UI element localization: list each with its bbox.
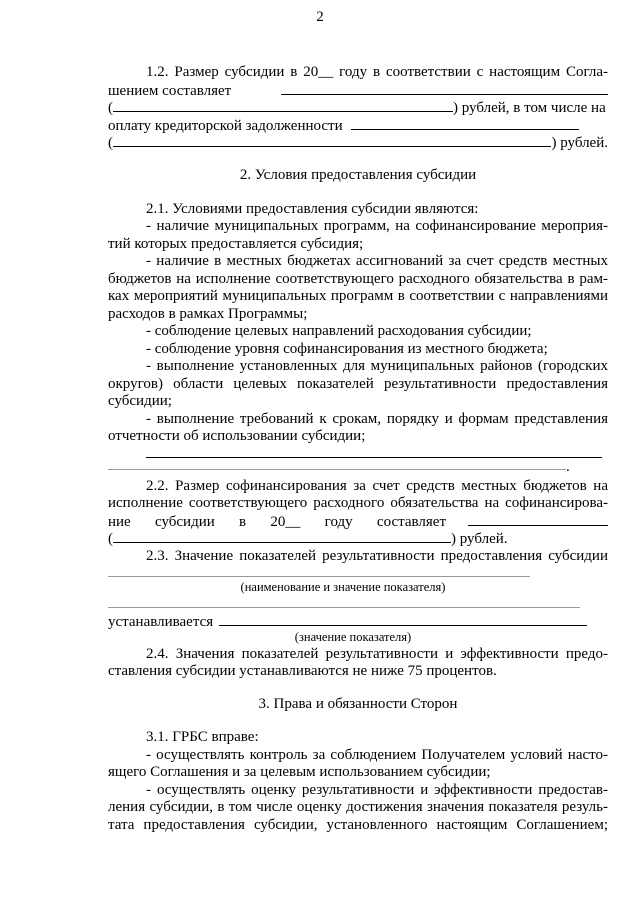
clause-1-2-text: оплату кредиторской задолженности xyxy=(108,118,343,134)
clause-2-1-line: отчетности об использовании субсидии; xyxy=(108,428,366,444)
clause-1-2-text: ) рублей. xyxy=(551,135,608,151)
clause-2-2-line: 2.2. Размер софинансирования за счет средств местных бюджетов на xyxy=(146,478,608,494)
clause-3-1-line: - осуществлять оценку результативности и эффективности предостав- xyxy=(146,782,608,798)
section-2-title: 2. Условия предоставления субсидии xyxy=(239,167,477,183)
clause-3-1-line: - осуществлять контроль за соблюдением Получателем условий насто- xyxy=(146,747,608,763)
indicator-name-blank[interactable] xyxy=(108,576,530,577)
clause-2-2-line xyxy=(108,529,608,549)
clause-2-1-line: расходов в рамках Программы; xyxy=(108,306,308,322)
clause-2-4-line: 2.4. Значения показателей результативности и эффективности предо- xyxy=(146,646,608,662)
indicator-value-caption: (значение показателя) xyxy=(294,630,412,644)
clause-2-1-line: - соблюдение целевых направлений расходования субсидии; xyxy=(146,323,532,339)
indicator-value-blank[interactable] xyxy=(219,612,587,626)
clause-2-1-line: 2.1. Условиями предоставления субсидии являются: xyxy=(146,201,479,217)
clause-2-1-line: - наличие в местных бюджетах ассигнований за счет средств местных xyxy=(146,253,608,269)
clause-2-1-line: - соблюдение уровня софинансирования из местного бюджета; xyxy=(146,341,548,357)
cofinancing-amount-words-blank[interactable] xyxy=(113,529,451,543)
open-paren: ( xyxy=(108,135,113,151)
clause-3-1-line: тата предоставления субсидии, установленного настоящим Соглашением; xyxy=(108,817,608,833)
clause-3-1-line: ящего Соглашения и за целевым использованием субсидии; xyxy=(108,764,491,780)
open-paren: ( xyxy=(108,100,113,116)
subsidy-amount-words-blank[interactable] xyxy=(113,98,453,112)
clause-2-1-line: субсидии; xyxy=(108,393,172,409)
clause-2-1-line: бюджетов на исполнение соответствующего расходного обязательства в рам- xyxy=(108,271,608,287)
cofinancing-amount-blank[interactable] xyxy=(468,512,608,526)
clause-2-1-line: - выполнение установленных для муниципальных районов (городских xyxy=(146,358,608,374)
clause-1-2-text: шением составляет xyxy=(108,83,232,99)
clause-2-3-text: устанавливается xyxy=(108,614,214,630)
indicator-extra-blank[interactable] xyxy=(108,607,580,608)
clause-2-1-line: - выполнение требований к срокам, порядку и формам представления xyxy=(146,411,608,427)
page-number: 2 xyxy=(316,9,324,25)
subsidy-amount-blank[interactable] xyxy=(281,81,608,95)
clause-1-2-text: ) рублей, в том числе на xyxy=(453,100,606,116)
clause-2-2-text: ) рублей. xyxy=(451,531,508,547)
additional-condition-blank[interactable] xyxy=(108,469,566,470)
clause-2-1-line: тий которых предоставляется субсидия; xyxy=(108,236,364,252)
clause-2-2-line: исполнение соответствующего расходного обязательства на софинансирова- xyxy=(108,495,608,511)
clause-3-1-line: ления субсидии, в том числе оценку достижения значения показателя резуль- xyxy=(108,799,608,815)
section-3-title: 3. Права и обязанности Сторон xyxy=(258,696,458,712)
clause-2-3-line xyxy=(108,612,608,632)
arrears-amount-blank[interactable] xyxy=(351,116,579,130)
clause-2-3-line: 2.3. Значение показателей результативности предоставления субсидии xyxy=(146,548,608,564)
clause-1-2-line-5 xyxy=(108,133,608,153)
additional-condition-blank[interactable] xyxy=(146,457,602,458)
end-period: . xyxy=(566,459,570,475)
clause-2-1-line: ках мероприятий муниципальных программ в соответствии с направлениями xyxy=(108,288,608,304)
clause-2-1-line: - наличие муниципальных программ, на софинансирование мероприя- xyxy=(146,218,608,234)
clause-2-4-line: ставления субсидии устанавливаются не ниже 75 процентов. xyxy=(108,663,497,679)
clause-1-2-line-3 xyxy=(108,98,608,118)
clause-2-1-line: округов) области целевых показателей результативности предоставления xyxy=(108,376,608,392)
clause-2-2-text: ние субсидии в 20__ году составляет xyxy=(108,514,446,530)
indicator-name-caption: (наименование и значение показателя) xyxy=(240,580,446,594)
arrears-amount-words-blank[interactable] xyxy=(113,133,551,147)
clause-1-2-line-1: 1.2. Размер субсидии в 20__ году в соответствии с настоящим Согла- xyxy=(146,64,608,80)
clause-3-1-line: 3.1. ГРБС вправе: xyxy=(146,729,259,745)
open-paren: ( xyxy=(108,531,113,547)
